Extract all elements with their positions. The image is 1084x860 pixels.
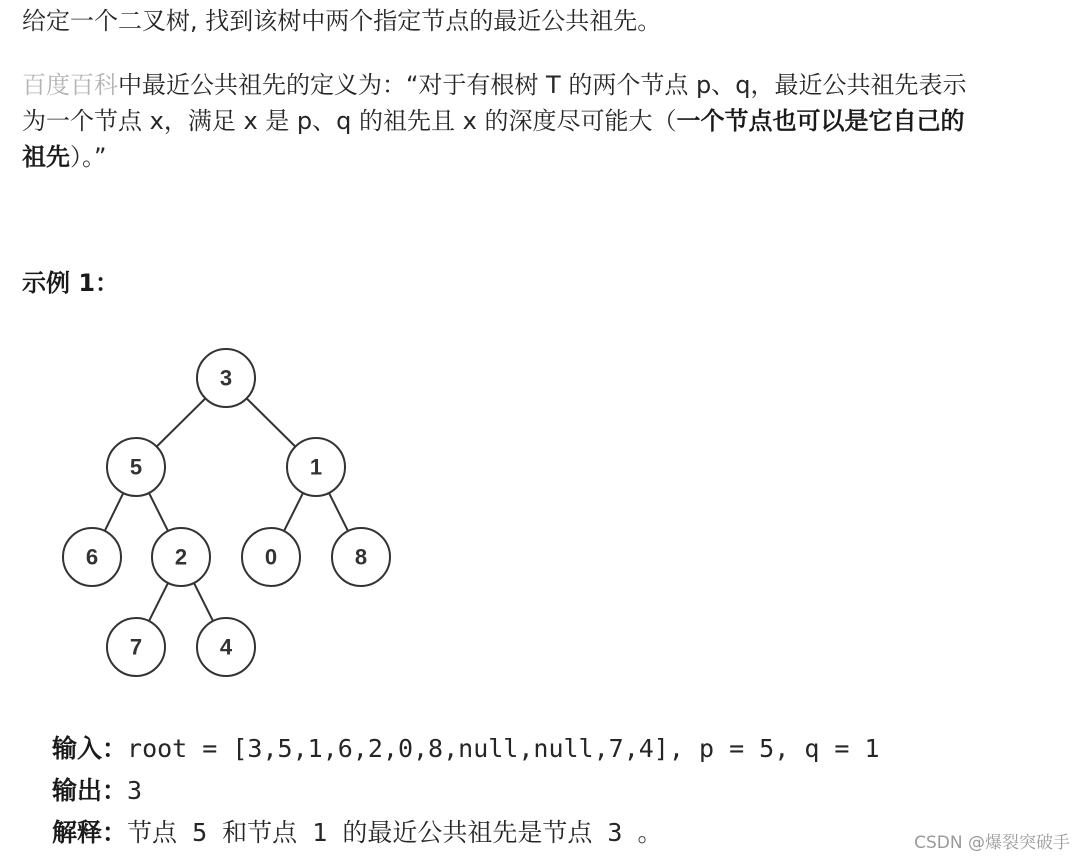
explanation-label: 解释： — [52, 818, 128, 847]
definition-emphasis-1: 一个节点也可以是它自己的 — [676, 107, 965, 135]
tree-node-label: 7 — [129, 634, 143, 660]
definition-line-1 — [22, 68, 966, 102]
tree-node-label: 0 — [264, 544, 278, 570]
tree-node-label: 3 — [219, 365, 233, 391]
definition-text-2: 为一个节点 x，满足 x 是 p、q 的祖先且 x 的深度尽可能大（ — [22, 107, 677, 135]
example-output — [52, 773, 142, 809]
example-explanation — [52, 815, 662, 851]
output-label: 输出： — [52, 776, 128, 805]
tree-node-label: 2 — [174, 544, 188, 570]
binary-tree-diagram — [0, 330, 420, 690]
tree-node-label: 6 — [85, 544, 99, 570]
input-value: root = [3,5,1,6,2,0,8,null,null,7,4], p = 5, q = 1 — [127, 734, 880, 763]
definition-text-1: 中最近公共祖先的定义为：“对于有根树 T 的两个节点 p、q，最近公共祖先表示 — [118, 71, 967, 99]
explanation-value: 节点 5 和节点 1 的最近公共祖先是节点 3 。 — [127, 818, 663, 847]
output-value: 3 — [127, 776, 143, 805]
tree-node-label: 8 — [354, 544, 368, 570]
definition-emphasis-2: 祖先 — [22, 143, 70, 171]
definition-line-2 — [22, 104, 964, 138]
tree-node-label: 4 — [219, 634, 233, 660]
definition-text-3: ）。” — [70, 143, 107, 171]
definition-line-3 — [22, 140, 106, 174]
example-title: 示例 1： — [22, 269, 120, 297]
problem-intro: 给定一个二叉树, 找到该树中两个指定节点的最近公共祖先。 — [22, 7, 662, 35]
tree-node-label: 5 — [129, 454, 143, 480]
baidu-baike-link[interactable]: 百度百科 — [22, 71, 118, 99]
example-input — [52, 731, 880, 767]
input-label: 输入： — [52, 734, 128, 763]
tree-node-label: 1 — [309, 454, 323, 480]
csdn-watermark: CSDN @爆裂突破手 — [914, 833, 1070, 853]
